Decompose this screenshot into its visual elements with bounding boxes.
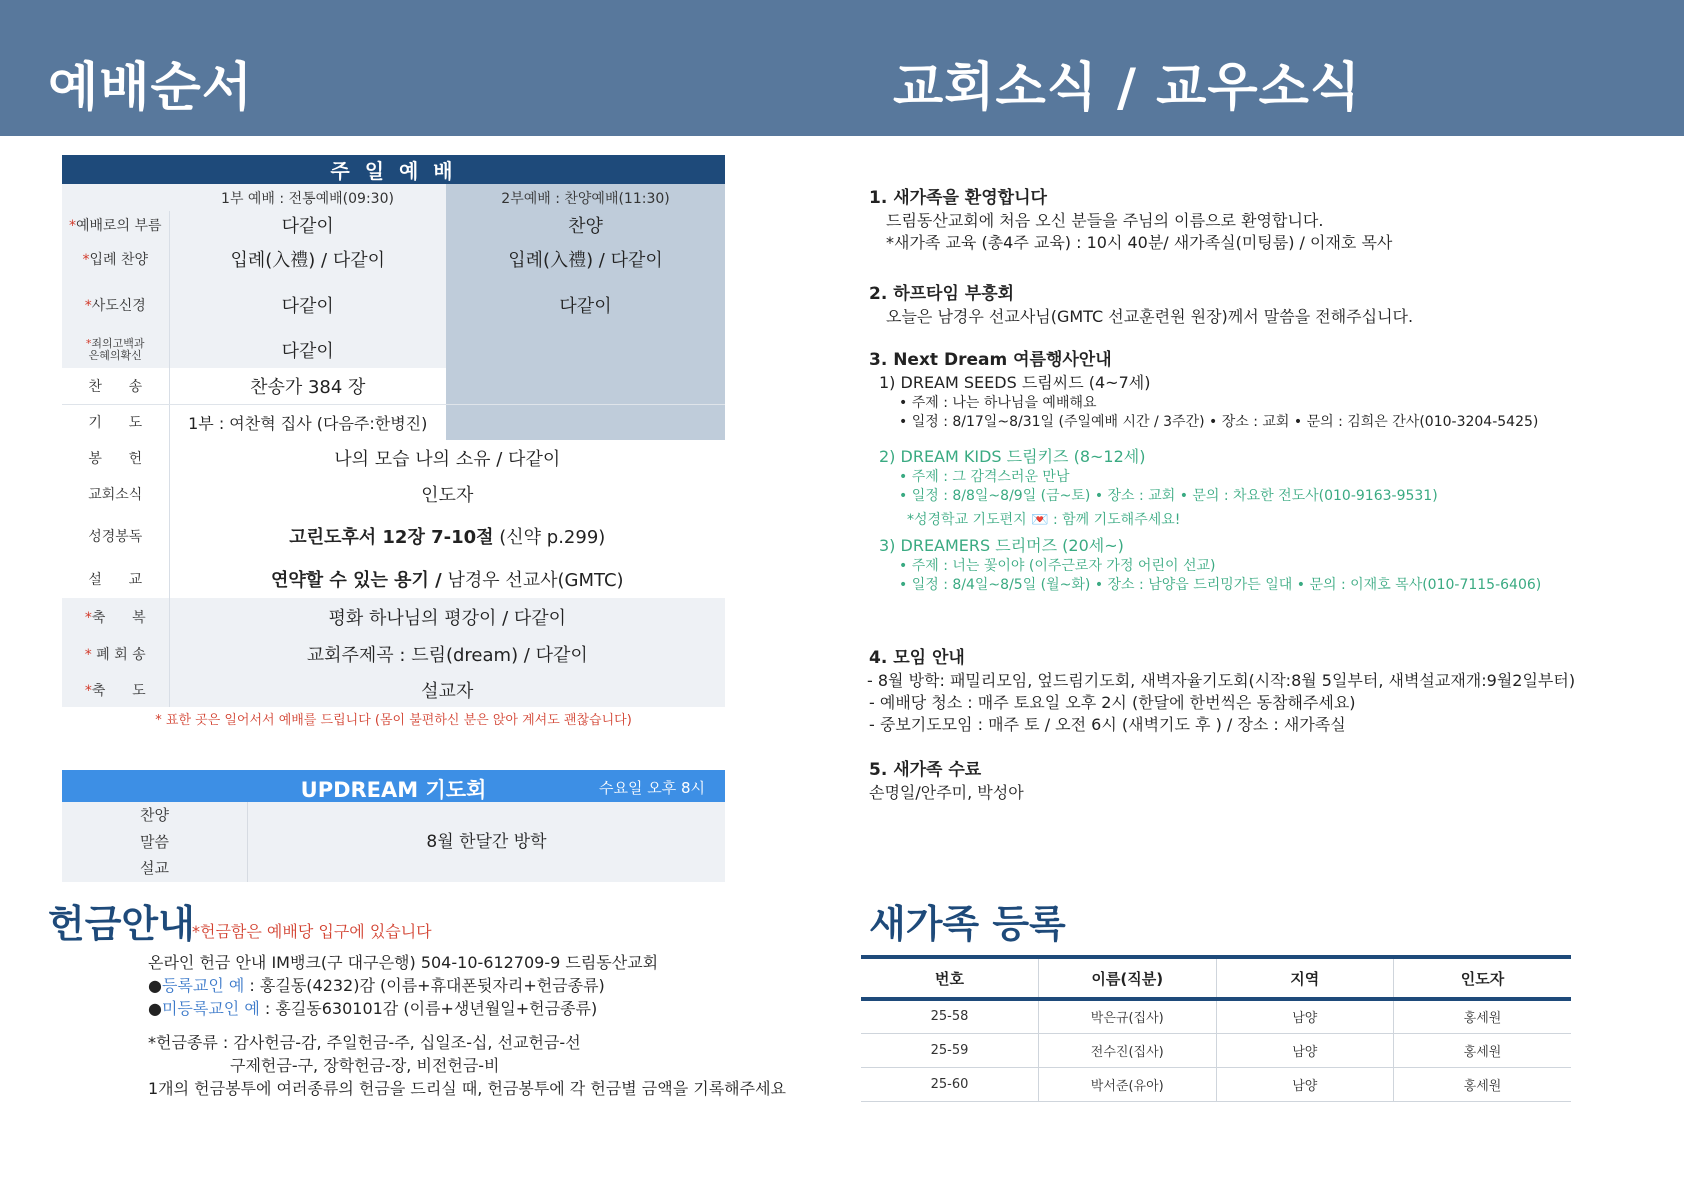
row-label: *축 복 — [62, 598, 169, 635]
service1-cell: 다같이 — [169, 279, 446, 331]
service1-cell: 다같이 — [169, 331, 446, 368]
column-header: 지역 — [1216, 957, 1394, 999]
news-section-2: 2. 하프타임 부흥회 오늘은 남경우 선교사님(GMTC 선교훈련원 원장)께서 말씀을 전해주십니다. — [869, 284, 1414, 326]
row-label: *사도신경 — [62, 279, 169, 331]
envelope-note-line: 1개의 헌금봉투에 여러종류의 헌금을 드리실 때, 헌금봉투에 각 헌금별 금액을 기록해주세요 — [148, 1079, 786, 1098]
service1-cell: 다같이 — [169, 211, 446, 239]
updream-body — [62, 802, 725, 882]
service2-cell: 다같이 — [446, 279, 725, 331]
service1-cell: 입례(入禮) / 다같이 — [169, 239, 446, 279]
offering-note: *헌금함은 예배당 입구에 있습니다 — [192, 922, 432, 941]
news-section-5: 5. 새가족 수료 손명일/안주미, 박성아 — [869, 760, 1024, 802]
service2-header: 2부예배 : 찬양예배(11:30) — [446, 184, 725, 211]
offering-info — [148, 951, 786, 1100]
row-label: 성경봉독 — [62, 512, 169, 560]
row-label: *입례 찬양 — [62, 239, 169, 279]
service1-cell: 찬송가 384 장 — [169, 368, 446, 404]
new-family-table — [861, 955, 1571, 1102]
church-news-row-value: 인도자 — [169, 476, 725, 512]
worship-order-title: 예배순서 — [48, 58, 253, 118]
updream-label-praise: 찬양 — [140, 806, 169, 824]
registered-example-line: ●등록교인 예 : 홍길동(4232)감 (이름+휴대폰뒷자리+헌금종류) — [148, 976, 605, 995]
row-label: 찬 송 — [62, 368, 169, 404]
online-offering-line: 온라인 헌금 안내 IM뱅크(구 대구은행) 504-10-612709-9 드림동산교회 — [148, 953, 659, 972]
sunday-worship-table — [62, 155, 725, 729]
church-news-title: 교회소식 / 교우소식 — [893, 58, 1362, 118]
benediction-row-value: 설교자 — [169, 672, 725, 707]
worship-table-title: 주 일 예 배 — [62, 155, 725, 184]
row-label: 설 교 — [62, 560, 169, 598]
offering-types-line: *헌금종류 : 감사헌금-감, 주일헌금-주, 십일조-십, 선교헌금-선 — [148, 1033, 581, 1052]
table-row: 25-59 전수진(집사) 남양 홍세원 — [861, 1033, 1571, 1067]
service2-cell — [446, 331, 725, 368]
table-row: 25-60 박서준(유아) 남양 홍세원 — [861, 1067, 1571, 1101]
news-section-title: 1. 새가족을 환영합니다 — [869, 188, 1047, 208]
row-label: 교회소식 — [62, 476, 169, 512]
row-label: 봉 헌 — [62, 440, 169, 476]
updream-label-word: 말씀 — [140, 832, 169, 851]
updream-labels — [62, 802, 248, 882]
row-label: 기 도 — [62, 404, 169, 440]
unregistered-example-line: ●미등록교인 예 : 홍길동630101감 (이름+생년월일+헌금종류) — [148, 999, 598, 1018]
service2-cell — [446, 368, 725, 404]
news-section-4: 4. 모임 안내 - 8월 방학: 패밀리모임, 엎드림기도회, 새벽자율기도회(시작:8월 5일부터, 새벽설교재개:9월2일부터) - 예배당 청소 : 매주 토요일 오후 2시 (한달에 한번씩은 동참해주세요) - 중보기도모임 : 매주 토 / 오전 6시 (새벽기도 후 ) / 장소 : 새가족실 — [867, 648, 1576, 734]
column-header: 번호 — [861, 957, 1039, 999]
row-label: *예배로의 부름 — [62, 211, 169, 239]
row-label: * 폐 회 송 — [62, 635, 169, 672]
scripture-row-value: 고린도후서 12장 7-10절 (신약 p.299) — [169, 512, 725, 560]
updream-label-sermon: 설교 — [140, 859, 169, 878]
updream-header — [62, 770, 725, 802]
updream-content: 8월 한달간 방학 — [426, 832, 547, 852]
service2-cell: 입례(入禮) / 다같이 — [446, 239, 725, 279]
offering-title: 헌금안내 — [48, 902, 195, 946]
updream-title: UPDREAM 기도회 — [300, 778, 487, 802]
table-row: 25-58 박은규(집사) 남양 홍세원 — [861, 999, 1571, 1033]
closing-song-row-value: 교회주제곡 : 드림(dream) / 다같이 — [169, 635, 725, 672]
row-label: *축 도 — [62, 672, 169, 707]
column-header: 인도자 — [1394, 957, 1572, 999]
updream-time: 수요일 오후 8시 — [598, 779, 705, 797]
new-family-title: 새가족 등록 — [869, 902, 1066, 946]
news-section-title: 5. 새가족 수료 — [869, 760, 982, 780]
service1-cell: 1부 : 여찬혁 집사 (다음주:한병진) — [169, 404, 446, 440]
offering-types-line-2: 구제헌금-구, 장학헌금-장, 비전헌금-비 — [230, 1056, 500, 1075]
news-section-1: 1. 새가족을 환영합니다 드림동산교회에 처음 오신 분들을 주님의 이름으로 환영합니다. *새가족 교육 (총4주 교육) : 10시 40분/ 새가족실(미팅룸) / 이재호 목사 — [869, 188, 1393, 252]
column-header: 이름(직분) — [1039, 957, 1217, 999]
service1-header: 1부 예배 : 전통예배(09:30) — [169, 184, 446, 211]
offering-row-value: 나의 모습 나의 소유 / 다같이 — [169, 440, 725, 476]
news-section-title: 3. Next Dream 여름행사안내 — [869, 350, 1112, 370]
news-section-3: 3. Next Dream 여름행사안내 1) DREAM SEEDS 드림씨드 (4~7세) • 주제 : 나는 하나님을 예배해요 • 일정 : 8/17일~8/31일 (주일예배 시간 / 3주간) • 장소 : 교회 • 문의 : 김희은 간사(010-3204-5425) 2) DREAM KIDS 드림키즈 (8~12세) • 주제 : 그 감격스러운 만남 • 일정 : 8/8일~8/9일 (금~토) • 장소 : 교회 • 문의 : 차요한 전도사(010-9163-9531) *성경학교 기도편지 💌 : 함께 기도해주세요! 3) DREAMERS 드리머즈 (20세~) • 주제 : 너는 꽃이야 (이주근로자 가정 어린이 선교) • 일정 : 8/4일~8/5일 (월~화) • 장소 : 남양읍 드리밍가든 일대 • 문의 : 이재호 목사(010-7115-6406) — [869, 350, 1542, 593]
row-label: *죄의고백과 은혜의확신 — [62, 331, 169, 368]
standing-note: * 표한 곳은 일어서서 예배를 드립니다 (몸이 불편하신 분은 앉아 계셔도 괜찮습니다) — [62, 707, 725, 729]
service2-cell: 찬양 — [446, 211, 725, 239]
header-bar — [0, 0, 1684, 136]
service2-cell — [446, 404, 725, 440]
sermon-row-value: 연약할 수 있는 용기 / 남경우 선교사(GMTC) — [169, 560, 725, 598]
blessing-row-value: 평화 하나님의 평강이 / 다같이 — [169, 598, 725, 635]
news-section-title: 2. 하프타임 부흥회 — [869, 284, 1015, 304]
news-section-title: 4. 모임 안내 — [869, 648, 965, 668]
